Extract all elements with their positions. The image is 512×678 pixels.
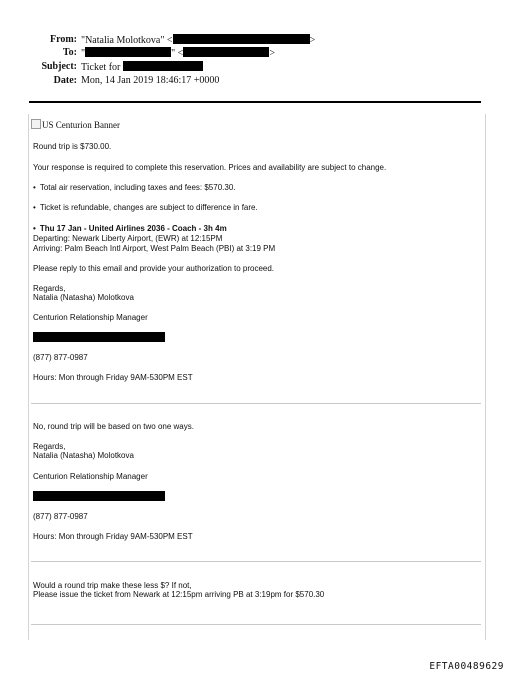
to-value: " " < > <box>81 48 275 59</box>
issue-ticket-line: Please issue the ticket from Newark at 12:15pm arriving PB at 3:19pm for $570.30 <box>33 590 325 599</box>
bullet-refundable: • Ticket is refundable, changes are subject to difference in fare. <box>33 203 258 213</box>
redaction-box <box>123 61 203 71</box>
flight-title: • Thu 17 Jan - United Airlines 2036 - Coach - 3h 4m <box>33 224 227 234</box>
flight-departing: Departing: Newark Liberty Airport, (EWR) at 12:15PM <box>33 234 223 243</box>
message-separator <box>31 624 481 625</box>
reply-request: Please reply to this email and provide your authorization to proceed. <box>33 264 275 273</box>
from-label: From: <box>49 34 77 45</box>
office-hours: Hours: Mon through Friday 9AM-530PM EST <box>33 532 193 541</box>
office-hours: Hours: Mon through Friday 9AM-530PM EST <box>33 373 193 382</box>
from-value: "Natalia Molotkova" < > <box>81 35 316 46</box>
sender-phone: (877) 877-0987 <box>33 512 88 521</box>
sender-phone: (877) 877-0987 <box>33 353 88 362</box>
question-line: Would a round trip make these less $? If not, <box>33 581 192 590</box>
subject-value: Ticket for <box>81 61 203 74</box>
flight-arriving: Arriving: Palm Beach Intl Airport, West Palm Beach (PBI) at 3:19 PM <box>33 244 276 253</box>
round-trip-price: Round trip is $730.00. <box>33 142 112 151</box>
broken-image-icon <box>31 119 41 129</box>
redaction-box <box>183 47 269 57</box>
reply-text: No, round trip will be based on two one ways. <box>33 422 194 431</box>
document-id: EFTA00489629 <box>429 661 504 672</box>
response-required: Your response is required to complete this reservation. Prices and availability are subject to change. <box>33 163 387 172</box>
sender-role: Centurion Relationship Manager <box>33 472 148 481</box>
sender-role: Centurion Relationship Manager <box>33 313 148 322</box>
sender-name: Natalia (Natasha) Molotkova <box>33 451 134 460</box>
header-divider <box>29 101 481 103</box>
regards-line: Regards, <box>33 442 66 451</box>
to-label: To: <box>62 47 77 58</box>
redaction-box <box>33 332 165 342</box>
redaction-box <box>33 491 165 501</box>
message-separator <box>31 561 481 562</box>
redaction-box <box>85 47 171 57</box>
sender-name: Natalia (Natasha) Molotkova <box>33 293 134 302</box>
banner-image: US Centurion Banner <box>31 119 120 130</box>
bullet-total-fees: • Total air reservation, including taxes and fees: $570.30. <box>33 183 236 193</box>
regards-line: Regards, <box>33 284 66 293</box>
redaction-box <box>173 34 310 44</box>
message-separator <box>31 403 481 404</box>
date-label: Date: <box>53 75 77 86</box>
subject-label: Subject: <box>41 61 77 72</box>
date-value: Mon, 14 Jan 2019 18:46:17 +0000 <box>81 75 220 86</box>
